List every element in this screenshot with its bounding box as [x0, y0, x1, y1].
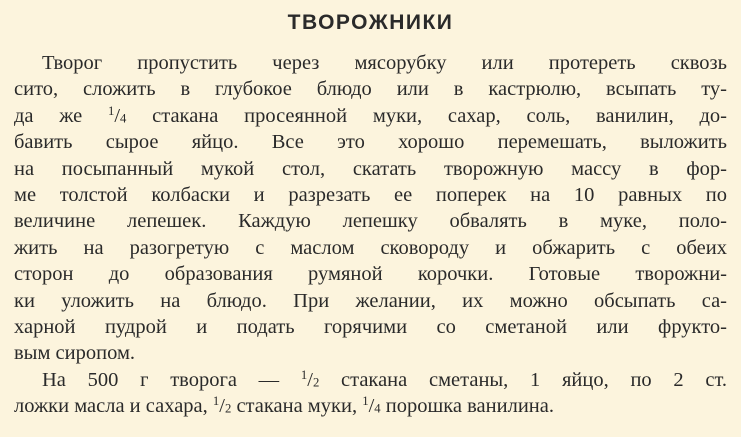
text-line: сторон до образования румяной корочки. Готовые творожни-	[14, 263, 727, 286]
text-line: да же $^1/_4$ стакана просеянной муки, сахар, соль, ванилин, до-	[14, 103, 727, 127]
text-line: Творог пропустить через мясорубку или протереть сквозь	[42, 52, 727, 74]
recipe-instructions-paragraph	[14, 50, 727, 367]
recipe-title: ТВОРОЖНИКИ	[287, 11, 454, 34]
fraction: $^1/_2$	[212, 394, 232, 418]
text-line: сито, сложить в глубокое блюдо или в кастрюлю, всыпать ту-	[14, 78, 727, 101]
text-line: вым сиропом.	[14, 342, 136, 365]
text-line: харной пудрой и подать горячими со сметаной или фрукто-	[14, 316, 727, 339]
fraction: $^1/_4$	[107, 103, 127, 127]
fraction: $^1/_4$	[362, 394, 381, 418]
text-line: ложки масла и сахара, $^1/_2$ стакана муки, $^1/_4$ порошка ванилина.	[14, 394, 554, 418]
text-line: На 500 г творога — $^1/_2$ стакана сметаны, 1 яйцо, по 2 ст.	[42, 367, 727, 391]
recipe-body	[14, 50, 727, 420]
text-line: бавить сырое яйцо. Все это хорошо перемешать, выложить	[14, 131, 727, 154]
text-line: ме толстой колбаски и разрезать ее поперек на 10 равных по	[14, 184, 727, 207]
text-line: на посыпанный мукой стол, скатать творожную массу в фор-	[14, 157, 727, 180]
fraction: $^1/_2$	[300, 367, 320, 391]
text-line: величине лепешек. Каждую лепешку обвалять в муке, поло-	[14, 210, 727, 233]
text-line: жить на разогретую с маслом сковороду и обжарить с обеих	[14, 236, 727, 259]
text-line: ки уложить на блюдо. При желании, их можно обсыпать са-	[14, 289, 727, 312]
recipe-ingredients-paragraph	[14, 367, 727, 420]
